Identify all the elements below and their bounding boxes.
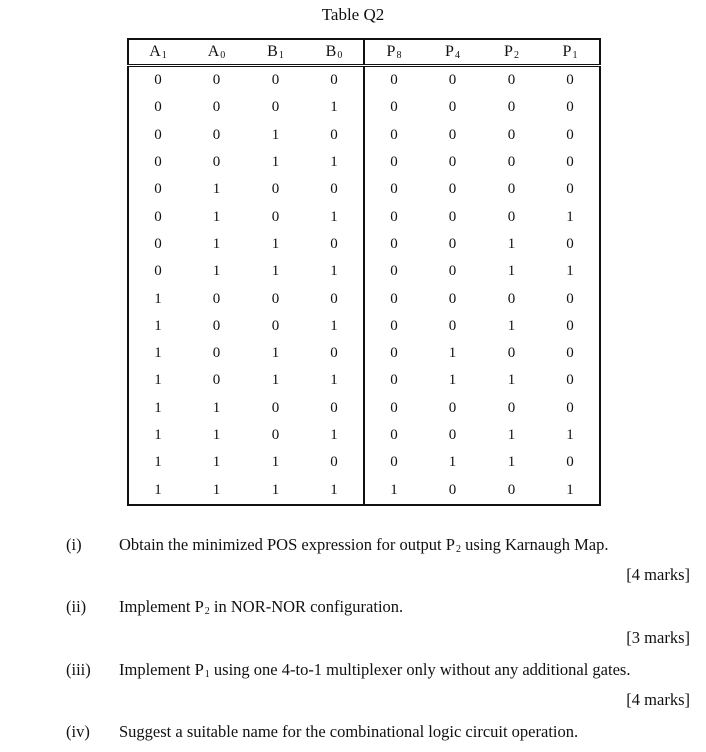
table-cell: 0 [507,290,516,307]
table-caption: Table Q2 [321,5,385,24]
table-cell: 0 [154,72,162,89]
table-row [128,340,600,367]
table-cell: 0 [271,99,280,116]
table-row [128,66,600,95]
table-cell: 1 [154,427,162,443]
marks-iii: [4 marks] [626,690,690,709]
question-text: Suggest a suitable name for the combinational logic circuit operation. [119,722,579,741]
table-row [128,149,600,176]
table-cell: 0 [330,454,338,471]
table-cell: 1 [271,126,280,143]
table-cell: 1 [271,235,280,252]
table-cell: 1 [448,345,457,362]
table-cell: 1 [330,263,338,280]
table-cell: 1 [154,454,162,471]
question-text: Implement $P_2$ in NOR-NOR configuration. [119,597,404,617]
table-cell: 0 [271,72,280,89]
table-cell: 0 [154,181,162,198]
column-header: $B_0$ [305,39,364,66]
table-cell: 0 [154,235,162,252]
table-cell: 1 [271,263,280,280]
table-cell: 1 [448,372,457,389]
table-cell: 0 [507,99,516,116]
question-text: Implement $P_1$ using one 4-to-1 multiplexer only without any additional gates. [119,660,631,680]
table-cell: 0 [448,126,457,143]
table-cell: 1 [566,427,574,443]
table-cell: 0 [212,99,221,116]
table-cell: 1 [271,372,280,389]
column-header: $A_0$ [187,39,246,66]
table-cell: 1 [154,481,162,498]
table-cell: 1 [566,208,574,225]
table-cell: 0 [448,154,457,171]
table-cell: 1 [448,454,457,471]
table-cell: 0 [364,122,423,149]
table-cell: 1 [507,427,516,443]
table-cell: 1 [154,399,162,416]
table-cell: 0 [330,345,338,362]
table-row [128,203,600,230]
table-cell: 1 [212,181,221,198]
table-cell: 0 [566,72,574,89]
table-cell: 0 [448,481,457,498]
table-cell: 1 [330,372,338,389]
table-cell: 1 [271,154,280,171]
table-cell: 0 [364,94,423,121]
table-cell: 0 [330,290,338,307]
table-cell: 0 [154,263,162,280]
table-row [128,231,600,258]
table-cell: 0 [330,126,338,143]
table-cell: 1 [330,154,338,171]
table-cell: 0 [364,449,423,476]
table-row [128,367,600,394]
table-cell: 0 [154,154,162,171]
table-cell: 0 [364,422,423,449]
marks-i: [4 marks] [626,565,690,584]
table-cell: 1 [364,476,423,504]
table-cell: 1 [212,427,221,443]
table-cell: 0 [566,399,574,416]
table-cell: 0 [364,285,423,312]
table-cell: 1 [154,290,162,307]
table-cell: 0 [364,340,423,367]
table-cell: 1 [507,372,516,389]
table-cell: 0 [566,99,574,116]
table-cell: 0 [330,72,338,89]
table-cell: 0 [364,258,423,285]
table-cell: 0 [212,290,221,307]
table-cell: 0 [566,235,574,252]
table-cell: 0 [566,181,574,198]
table-cell: 0 [330,181,338,198]
table-cell: 0 [364,313,423,340]
table-cell: 0 [507,481,516,498]
table-cell: 0 [566,154,574,171]
table-row [128,395,600,422]
question-number: (iv) [66,722,90,741]
column-header: $P_4$ [423,39,482,66]
table-cell: 1 [212,263,221,280]
table-cell: 1 [154,372,162,389]
table-row [128,122,600,149]
table-cell: 1 [212,454,221,471]
table-cell: 0 [448,427,457,443]
table-cell: 0 [448,317,457,334]
table-cell: 0 [364,176,423,203]
table-cell: 1 [507,317,516,334]
table-cell: 0 [271,208,280,225]
table-cell: 0 [154,208,162,225]
table-cell: 0 [271,181,280,198]
table-cell: 0 [364,231,423,258]
table-cell: 0 [271,427,280,443]
table-cell: 0 [212,372,221,389]
table-body [128,66,600,505]
table-cell: 0 [154,99,162,116]
column-header: $A_1$ [128,39,187,66]
table-cell: 0 [330,399,338,416]
column-header: $B_1$ [246,39,305,66]
table-cell: 0 [364,395,423,422]
table-cell: 0 [212,126,221,143]
table-cell: 1 [330,317,338,334]
table-cell: 1 [330,208,338,225]
table-row [128,422,600,449]
table-cell: 0 [507,72,516,89]
table-cell: 0 [507,126,516,143]
table-cell: 0 [212,317,221,334]
question-number: (i) [66,535,82,554]
marks-ii: [3 marks] [626,628,690,647]
table-cell: 0 [448,235,457,252]
table-cell: 1 [212,399,221,416]
table-cell: 0 [507,208,516,225]
column-header: $P_1$ [541,39,600,66]
table-cell: 0 [566,372,574,389]
table-cell: 0 [212,154,221,171]
column-header: $P_8$ [364,39,423,66]
table-cell: 1 [154,317,162,334]
table-cell: 0 [507,181,516,198]
table-cell: 0 [566,290,574,307]
table-cell: 0 [212,72,221,89]
table-cell: 0 [566,454,574,471]
table-cell: 1 [566,481,574,498]
table-cell: 0 [448,99,457,116]
table-cell: 0 [448,72,457,89]
table-row [128,94,600,121]
table-cell: 0 [271,399,280,416]
table-cell: 1 [507,263,516,280]
table-cell: 1 [330,99,338,116]
table-cell: 1 [507,454,516,471]
table-cell: 0 [448,263,457,280]
table-cell: 0 [330,235,338,252]
table-cell: 0 [364,66,423,95]
table-header [128,39,600,66]
table-cell: 0 [448,290,457,307]
table-cell: 0 [507,345,516,362]
table-cell: 0 [154,126,162,143]
table-row [128,476,600,504]
table-cell: 1 [330,481,338,498]
table-cell: 0 [448,399,457,416]
question-number: (iii) [66,660,91,679]
table-row [128,285,600,312]
table-row [128,176,600,203]
table-cell: 0 [364,149,423,176]
table-row [128,313,600,340]
table-cell: 1 [330,427,338,443]
table-cell: 0 [507,399,516,416]
table-row [128,258,600,285]
table-cell: 0 [566,317,574,334]
table-cell: 0 [448,181,457,198]
table-cell: 0 [566,126,574,143]
table-cell: 1 [212,235,221,252]
truth-table [127,38,601,506]
table-row [128,449,600,476]
table-cell: 1 [212,481,221,498]
table-cell: 0 [364,367,423,394]
question-text: Obtain the minimized POS expression for output $P_2$ using Karnaugh Map. [119,535,609,555]
table-cell: 0 [271,290,280,307]
table-cell: 1 [212,208,221,225]
table-cell: 0 [364,203,423,230]
table-cell: 1 [154,345,162,362]
question-number: (ii) [66,597,87,616]
table-cell: 1 [566,263,574,280]
table-cell: 0 [507,154,516,171]
table-cell: 0 [212,345,221,362]
table-cell: 1 [271,454,280,471]
column-header: $P_2$ [482,39,541,66]
table-cell: 0 [566,345,574,362]
table-cell: 1 [271,345,280,362]
table-cell: 1 [507,235,516,252]
table-cell: 1 [271,481,280,498]
table-cell: 0 [271,317,280,334]
table-cell: 0 [448,208,457,225]
